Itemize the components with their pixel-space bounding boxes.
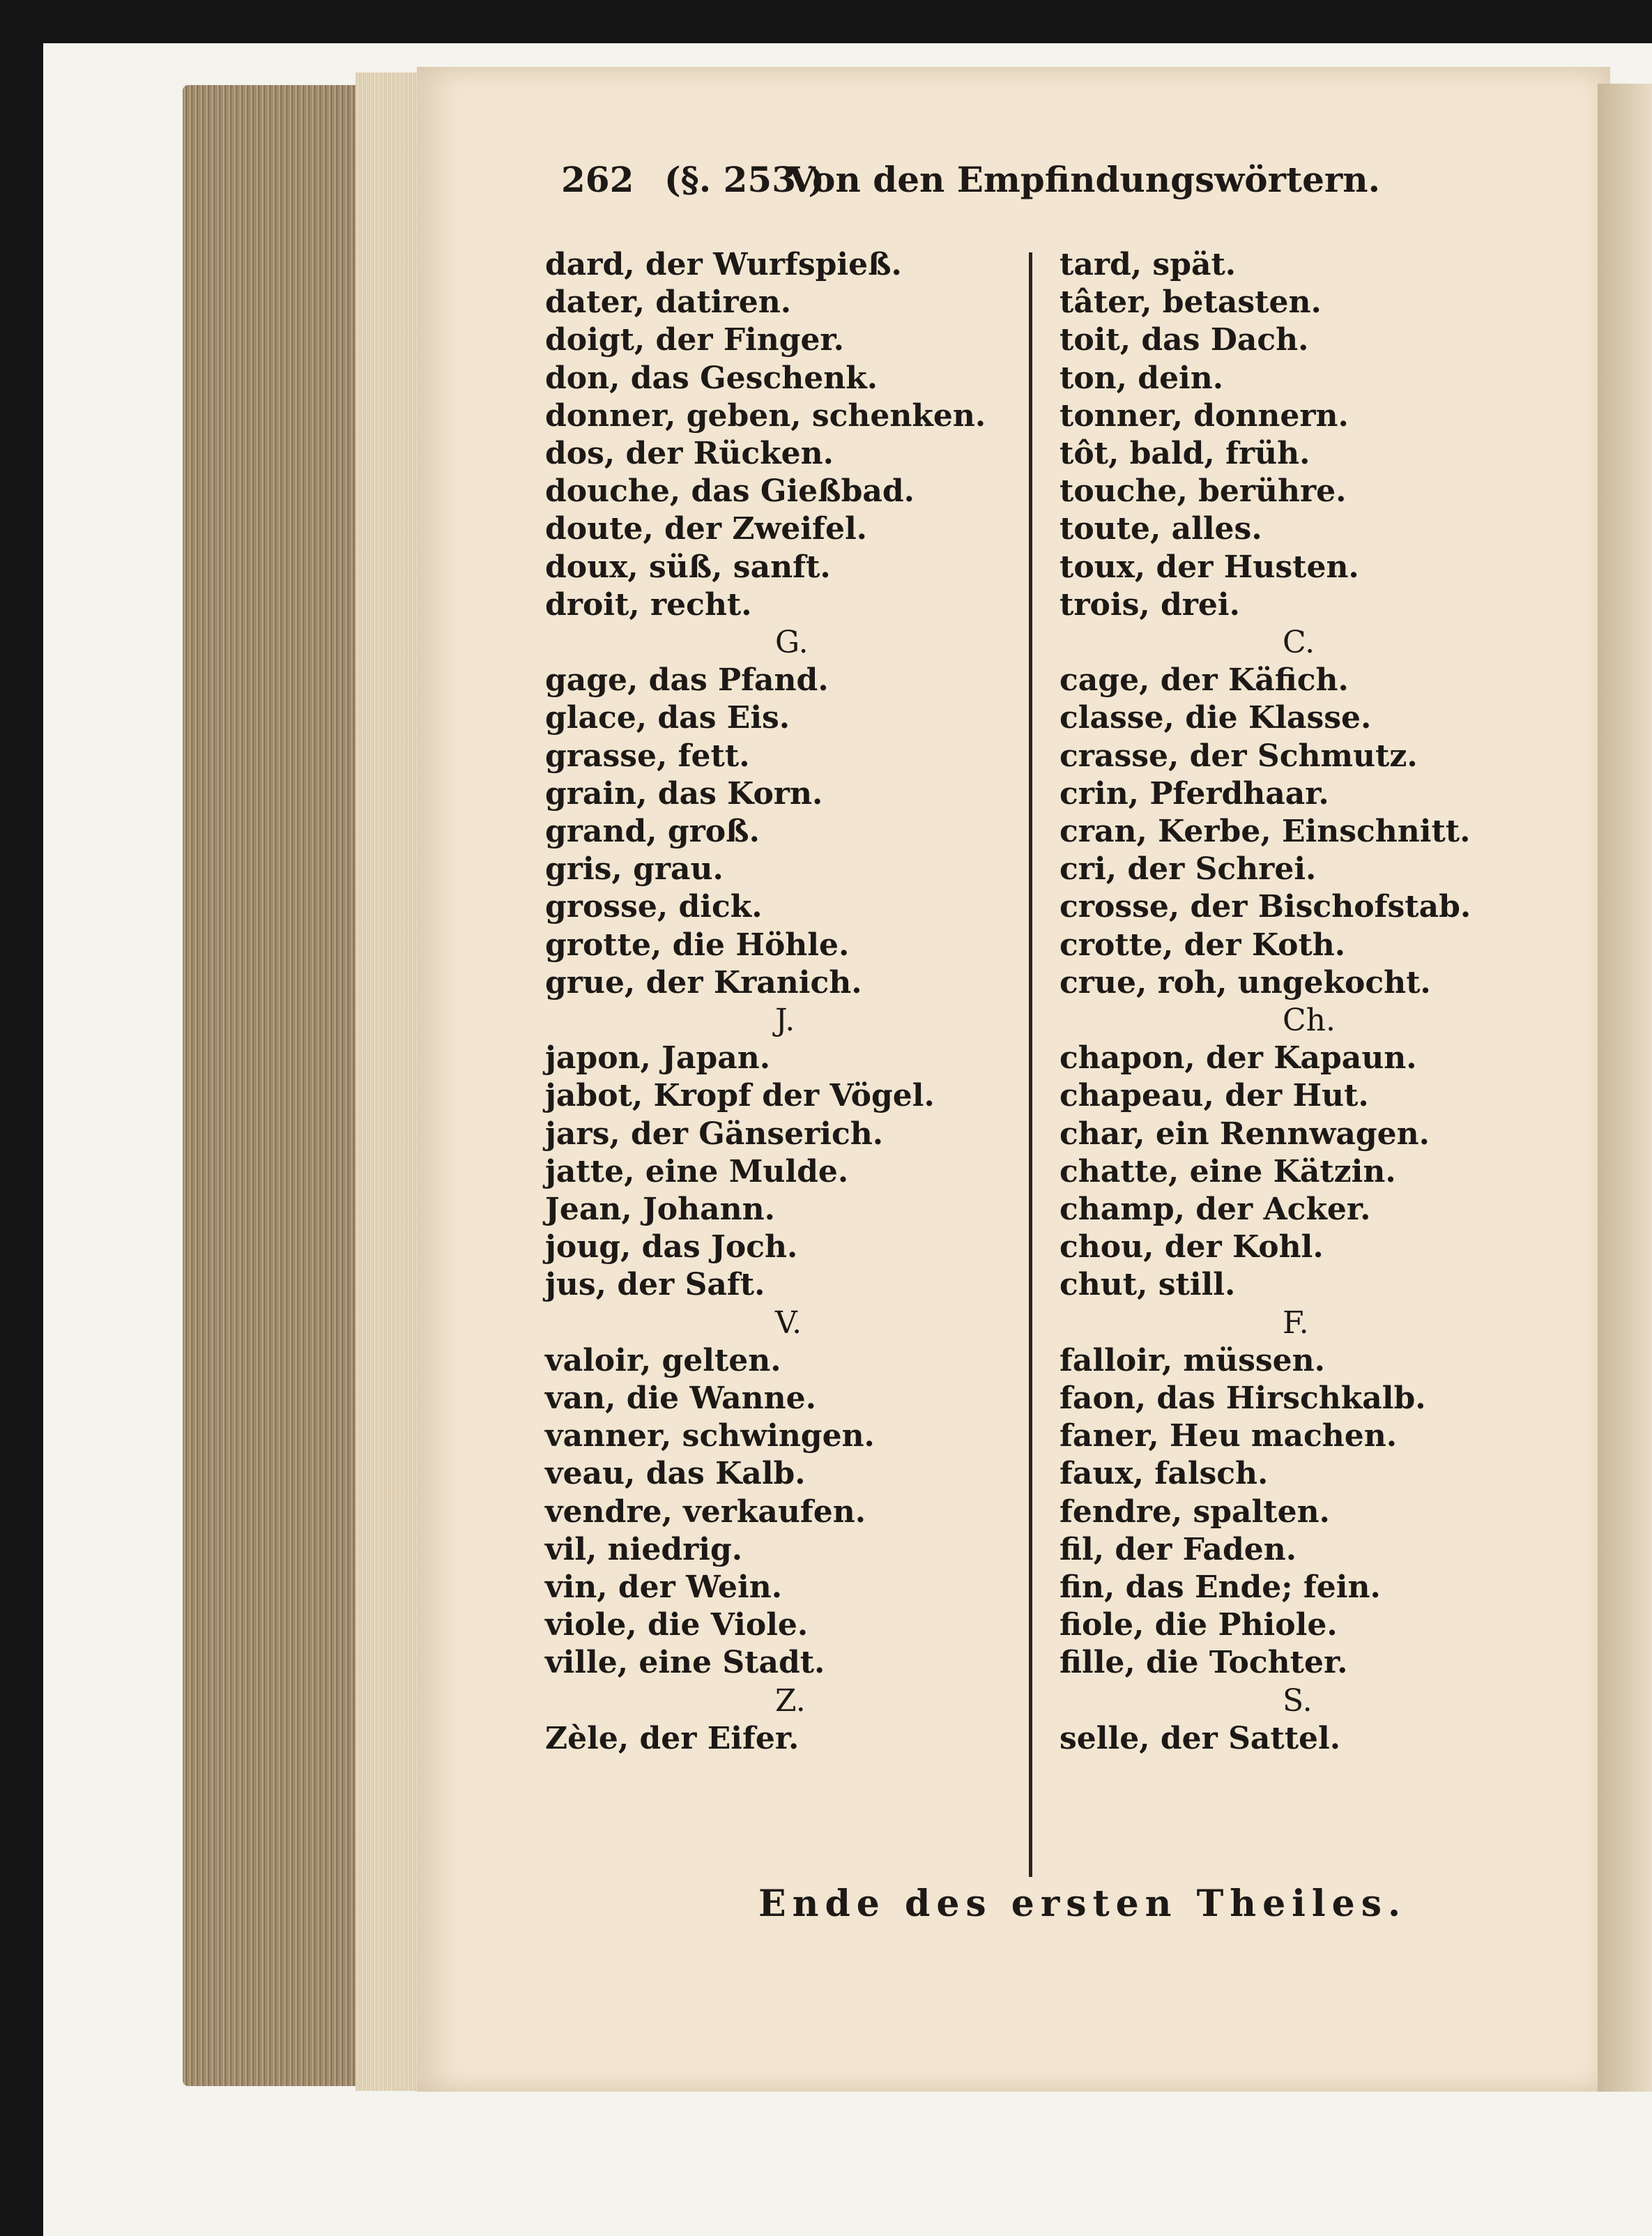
word-entry: fille, die Tochter. xyxy=(1060,1645,1348,1681)
word-entry: trois, drei. xyxy=(1060,586,1240,623)
word-entry: toit, das Dach. xyxy=(1060,322,1309,358)
section-letter: G. xyxy=(775,625,809,660)
word-entry: donner, geben, schenken. xyxy=(545,397,986,434)
section-letter: Ch. xyxy=(1283,1003,1336,1038)
word-entry: grasse, fett. xyxy=(545,738,750,774)
word-entry: viole, die Viole. xyxy=(545,1607,809,1643)
word-entry: don, das Geschenk. xyxy=(545,360,878,396)
word-entry: char, ein Rennwagen. xyxy=(1060,1116,1430,1152)
word-entry: chou, der Kohl. xyxy=(1060,1229,1324,1265)
word-entry: toute, alles. xyxy=(1060,511,1262,547)
word-entry: joug, das Joch. xyxy=(545,1229,798,1265)
word-entry: faux, falsch. xyxy=(1060,1456,1269,1492)
word-entry: faon, das Hirschkalb. xyxy=(1060,1381,1426,1416)
word-entry: fil, der Faden. xyxy=(1060,1531,1297,1567)
word-entry: ville, eine Stadt. xyxy=(545,1645,825,1681)
word-entry: fin, das Ende; fein. xyxy=(1060,1569,1381,1605)
word-entry: dater, datiren. xyxy=(545,284,792,321)
word-entry: douche, das Gießbad. xyxy=(545,473,915,510)
section-letter: C. xyxy=(1283,625,1315,660)
word-entry: vil, niedrig. xyxy=(545,1531,743,1567)
section-reference: (§. 253.) xyxy=(664,159,825,200)
column-divider xyxy=(1029,252,1032,1877)
word-entry: fiole, die Phiole. xyxy=(1060,1607,1338,1643)
word-entry: classe, die Klasse. xyxy=(1060,700,1372,736)
page-number: 262 xyxy=(561,159,634,200)
word-entry: dard, der Wurfspieß. xyxy=(545,247,902,282)
word-entry: vendre, verkaufen. xyxy=(545,1493,866,1530)
section-letter: Z. xyxy=(775,1682,806,1719)
word-entry: droit, recht. xyxy=(545,586,752,623)
word-entry: cran, Kerbe, Einschnitt. xyxy=(1060,814,1471,849)
word-entry: grotte, die Höhle. xyxy=(545,927,850,963)
word-entry: champ, der Acker. xyxy=(1060,1192,1371,1227)
word-entry: touche, berühre. xyxy=(1060,473,1347,510)
word-entry: jars, der Gänserich. xyxy=(545,1116,884,1152)
word-entry: toux, der Husten. xyxy=(1060,549,1359,585)
word-entry: chatte, eine Kätzin. xyxy=(1060,1153,1396,1189)
word-entry: veau, das Kalb. xyxy=(545,1456,806,1492)
word-entry: doux, süß, sanft. xyxy=(545,549,831,585)
word-entry: vin, der Wein. xyxy=(545,1569,783,1605)
word-entry: crin, Pferdhaar. xyxy=(1060,775,1329,812)
word-entry: vanner, schwingen. xyxy=(545,1418,875,1454)
word-entry: tôt, bald, früh. xyxy=(1060,436,1310,471)
running-title: Von den Empfindungswörtern. xyxy=(788,159,1380,200)
book-block-edge xyxy=(183,85,374,2086)
word-entry: chut, still. xyxy=(1060,1267,1236,1303)
end-note: Ende des ersten Theiles. xyxy=(758,1883,1407,1925)
word-entry: doigt, der Finger. xyxy=(545,322,844,358)
word-entry: doute, der Zweifel. xyxy=(545,511,867,547)
word-entry: grain, das Korn. xyxy=(545,775,823,812)
word-entry: faner, Heu machen. xyxy=(1060,1418,1398,1454)
word-entry: van, die Wanne. xyxy=(545,1381,816,1416)
word-entry: jatte, eine Mulde. xyxy=(545,1153,849,1189)
word-entry: selle, der Sattel. xyxy=(1060,1720,1341,1756)
word-entry: gage, das Pfand. xyxy=(545,662,829,699)
word-entry: tard, spät. xyxy=(1060,247,1237,282)
word-entry: grosse, dick. xyxy=(545,889,763,925)
word-entry: crue, roh, ungekocht. xyxy=(1060,964,1431,1001)
word-entry: gris, grau. xyxy=(545,851,724,888)
word-entry: japon, Japan. xyxy=(545,1040,771,1077)
word-entry: ton, dein. xyxy=(1060,360,1224,396)
section-letter: S. xyxy=(1283,1682,1313,1719)
word-entry: chapeau, der Hut. xyxy=(1060,1078,1369,1114)
word-entry: dos, der Rücken. xyxy=(545,436,834,471)
word-entry: cri, der Schrei. xyxy=(1060,851,1317,888)
word-entry: crotte, der Koth. xyxy=(1060,927,1346,963)
word-entry: valoir, gelten. xyxy=(545,1342,781,1378)
word-entry: jus, der Saft. xyxy=(545,1267,765,1303)
word-entry: crosse, der Bischofstab. xyxy=(1060,889,1471,925)
word-entry: cage, der Käfich. xyxy=(1060,662,1349,699)
running-header xyxy=(561,159,1380,215)
word-entry: tâter, betasten. xyxy=(1060,284,1322,321)
word-entry: crasse, der Schmutz. xyxy=(1060,738,1418,774)
facing-page-edge xyxy=(1598,84,1652,2092)
word-entry: jabot, Kropf der Vögel. xyxy=(545,1078,935,1114)
word-entry: Jean, Johann. xyxy=(545,1192,775,1227)
section-letter: J. xyxy=(775,1003,795,1038)
word-entry: Zèle, der Eifer. xyxy=(545,1720,800,1756)
word-entry: grue, der Kranich. xyxy=(545,964,862,1001)
word-entry: fendre, spalten. xyxy=(1060,1493,1330,1530)
word-entry: tonner, donnern. xyxy=(1060,397,1349,434)
word-entry: grand, groß. xyxy=(545,814,760,849)
word-entry: falloir, müssen. xyxy=(1060,1342,1325,1378)
word-entry: glace, das Eis. xyxy=(545,700,790,736)
section-letter: F. xyxy=(1283,1305,1309,1341)
section-letter: V. xyxy=(775,1305,802,1341)
word-entry: chapon, der Kapaun. xyxy=(1060,1040,1417,1077)
